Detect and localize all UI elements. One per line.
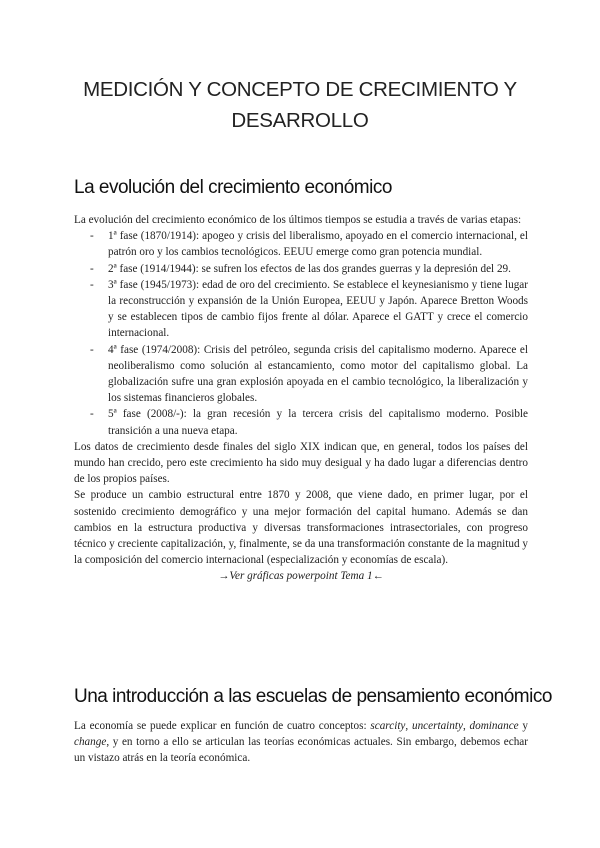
list-dash: - (90, 278, 94, 291)
schools-text-start: La economía se puede explicar en función de cuatro conceptos: (74, 720, 371, 732)
section-heading-evolution: La evolución del crecimiento económico (74, 177, 392, 198)
term-dominance: dominance (469, 720, 519, 732)
phase-item (74, 342, 528, 407)
term-change: change (74, 736, 107, 749)
list-dash: - (90, 262, 94, 275)
list-dash: - (90, 343, 94, 356)
list-dash: - (90, 408, 94, 421)
intro-paragraph: La evolución del crecimiento económico de los últimos tiempos se estudia a través de varias etapas: (74, 214, 522, 226)
schools-text-end: , y en torno a ello se articulan las teorías económicas actuales. Sin embargo, debemos echar un vistazo atrás en la teoría económica. (74, 736, 528, 765)
phases-list (74, 228, 528, 439)
growth-data-paragraph: Los datos de crecimiento desde finales del siglo XIX indican que, en general, todos los países del mundo han crecido, pero este crecimiento ha sido muy desigual y ha dado lugar a diferencias dentro de los propios países. (74, 440, 528, 486)
powerpoint-note: →Ver gráficas powerpoint Tema 1← (218, 570, 384, 583)
phase-item (74, 228, 528, 260)
term-separator: , (405, 720, 412, 732)
phase-text: 2ª fase (1914/1944): se sufren los efectos de las dos grandes guerras y la depresión del 29. (108, 262, 511, 275)
schools-paragraph (74, 718, 528, 767)
phase-text: 1ª fase (1870/1914): apogeo y crisis del liberalismo, apoyado en el comercio internacional, el patrón oro y los cambios tecnológicos. EEUU emerge como gran potencia mundial. (108, 230, 528, 259)
section-heading-schools: Una introducción a las escuelas de pensamiento económico (74, 686, 552, 707)
phase-text: 4ª fase (1974/2008): Crisis del petróleo, segunda crisis del capitalismo moderno. Aparece el neoliberalismo como solución al estancamiento, como motor del capitalismo global. La globalización sufre una gran explosión apoyada en el cambio tecnológico, la liberalización y los sistemas financieros globales. (108, 343, 528, 405)
title-line-2: DESARROLLO (231, 109, 369, 132)
term-scarcity: scarcity (370, 720, 406, 732)
term-separator: , (462, 720, 470, 732)
document-title (60, 74, 540, 136)
phase-text: 5ª fase (2008/-): la gran recesión y la tercera crisis del capitalismo moderno. Posible transición a una nueva etapa. (108, 408, 528, 437)
phase-text: 3ª fase (1945/1973): edad de oro del crecimiento. Se establece el keynesianismo y tiene lugar la reconstrucción y expansión de la Unión Europea, EEUU y Japón. Aparece Bretton Woods y se establecen tipos de cambio fijos frente al dólar. Aparece el GATT y crece el comercio internacional. (108, 278, 528, 340)
list-dash: - (90, 230, 94, 243)
phase-item (74, 261, 528, 277)
title-line-1: MEDICIÓN Y CONCEPTO DE CRECIMIENTO Y (83, 78, 517, 101)
term-separator: y (518, 720, 529, 732)
phase-item (74, 277, 528, 342)
structural-change-paragraph: Se produce un cambio estructural entre 1870 y 2008, que viene dado, en primer lugar, por el sostenido crecimiento demográfico y una mejor formación del capital humano. Además se dan cambios en la estructura productiva y diversas transformaciones intrasectoriales, con progreso técnico y creciente capitalización, y, finalmente, se da una transformación constante de la magnitud y la composición del comercio internacional (especialización y economías de escala). (74, 489, 528, 567)
phase-item (74, 406, 528, 438)
section-evolution-body (74, 212, 528, 585)
section-schools-body (74, 718, 528, 767)
term-uncertainty: uncertainty (411, 720, 463, 732)
